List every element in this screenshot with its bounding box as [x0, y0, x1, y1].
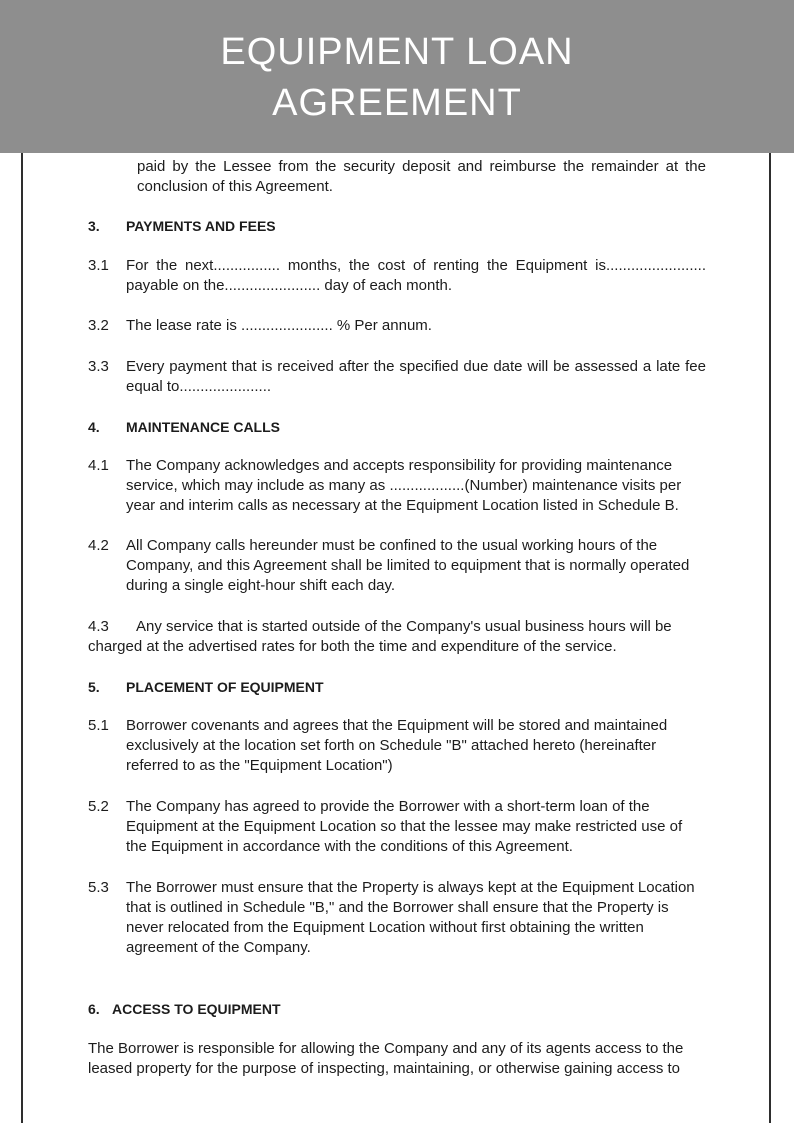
clause-number: 5.3 [88, 879, 109, 896]
clause-number: 5.1 [88, 717, 109, 734]
clause-text-line: Company, and this Agreement shall be limited to equipment that is normally operated [126, 557, 690, 574]
clause-text-line: during a single eight-hour shift each day. [126, 577, 396, 594]
clause-text [126, 536, 689, 596]
banner-title-line-2: AGREEMENT [272, 82, 522, 124]
clause-text [126, 878, 695, 958]
clause-number: 3.1 [88, 257, 109, 274]
clause-text-line: exclusively at the location set forth on Schedule "B" attached hereto (hereinafter [126, 737, 657, 754]
section-number: 3. [88, 218, 100, 234]
clause-5-3 [0, 878, 794, 958]
paragraph-line: The Borrower is responsible for allowing the Company and any of its agents access to the [88, 1040, 684, 1057]
clause-text-line: referred to as the "Equipment Location") [126, 757, 393, 774]
clause-number: 3.2 [88, 317, 109, 334]
paragraph-line: conclusion of this Agreement. [137, 178, 333, 195]
section-number: 5. [88, 679, 100, 695]
clause-text [126, 316, 432, 336]
paragraph-text [88, 1039, 683, 1079]
clause-4-1 [0, 456, 794, 516]
section-number: 4. [88, 419, 100, 435]
clause-text [126, 256, 706, 296]
clause-5-1 [0, 716, 794, 776]
clause-number: 4.3 [88, 618, 109, 635]
clause-text-line: For the next................ months, the cost of renting the Equipment is........................ [126, 257, 706, 274]
clause-3-1 [0, 256, 794, 296]
clause-text [126, 456, 681, 516]
clause-text-line: the Equipment in accordance with the conditions of this Agreement. [126, 838, 573, 855]
clause-text-line: Any service that is started outside of the Company's usual business hours will be [136, 618, 672, 635]
clause-text-line: charged at the advertised rates for both the time and expenditure of the service. [88, 638, 617, 655]
section-6-header [0, 999, 794, 1019]
continued-paragraph [0, 157, 794, 197]
clause-4-3 [0, 617, 794, 657]
clause-number: 4.1 [88, 457, 109, 474]
clause-text [126, 716, 667, 776]
clause-text [126, 797, 682, 857]
section-heading: PAYMENTS AND FEES [126, 218, 276, 234]
clause-text-line: The Borrower must ensure that the Property is always kept at the Equipment Location [126, 879, 695, 896]
section-heading: MAINTENANCE CALLS [126, 419, 280, 435]
continued-paragraph-text [137, 157, 706, 197]
clause-text-line: year and interim calls as necessary at the Equipment Location listed in Schedule B. [126, 497, 679, 514]
clause-text-line: equal to...................... [126, 378, 272, 395]
clause-text-line: agreement of the Company. [126, 939, 311, 956]
section-heading: PLACEMENT OF EQUIPMENT [126, 679, 324, 695]
clause-text-line: Borrower covenants and agrees that the Equipment will be stored and maintained [126, 717, 668, 734]
clause-text-line: never relocated from the Equipment Location without first obtaining the written [126, 919, 644, 936]
section-heading: ACCESS TO EQUIPMENT [112, 1001, 281, 1017]
paragraph-line: paid by the Lessee from the security deposit and reimburse the remainder at the [137, 158, 706, 175]
access-paragraph [0, 1039, 794, 1079]
clause-text-line: that is outlined in Schedule "B," and the Borrower shall ensure that the Property is [126, 899, 669, 916]
paragraph-line: leased property for the purpose of inspecting, maintaining, or otherwise gaining access to [88, 1060, 681, 1077]
section-4-header [0, 417, 794, 437]
clause-text-line: Equipment at the Equipment Location so that the lessee may make restricted use of [126, 818, 683, 835]
section-number: 6. [88, 1001, 100, 1017]
clause-3-3 [0, 357, 794, 397]
clause-text-line: Every payment that is received after the specified due date will be assessed a late fee [126, 358, 706, 375]
clause-4-2 [0, 536, 794, 596]
clause-text [126, 357, 706, 397]
clause-number: 4.2 [88, 537, 109, 554]
clause-number: 5.2 [88, 798, 109, 815]
banner-title-line-1: EQUIPMENT LOAN [220, 31, 574, 73]
clause-text-line: payable on the....................... day of each month. [126, 277, 453, 294]
clause-text-line: service, which may include as many as ..................(Number) maintenance visits per [126, 477, 682, 494]
section-3-header [0, 216, 794, 236]
clause-text [88, 617, 672, 657]
clause-text-line: The Company acknowledges and accepts responsibility for providing maintenance [126, 457, 673, 474]
clause-3-2 [0, 316, 794, 336]
clause-5-2 [0, 797, 794, 857]
section-5-header [0, 677, 794, 697]
clause-text-line: The Company has agreed to provide the Borrower with a short-term loan of the [126, 798, 650, 815]
clause-number: 3.3 [88, 358, 109, 375]
clause-text-line: All Company calls hereunder must be confined to the usual working hours of the [126, 537, 658, 554]
title-banner [0, 0, 794, 153]
clause-text-line: The lease rate is ...................... % Per annum. [126, 317, 432, 334]
